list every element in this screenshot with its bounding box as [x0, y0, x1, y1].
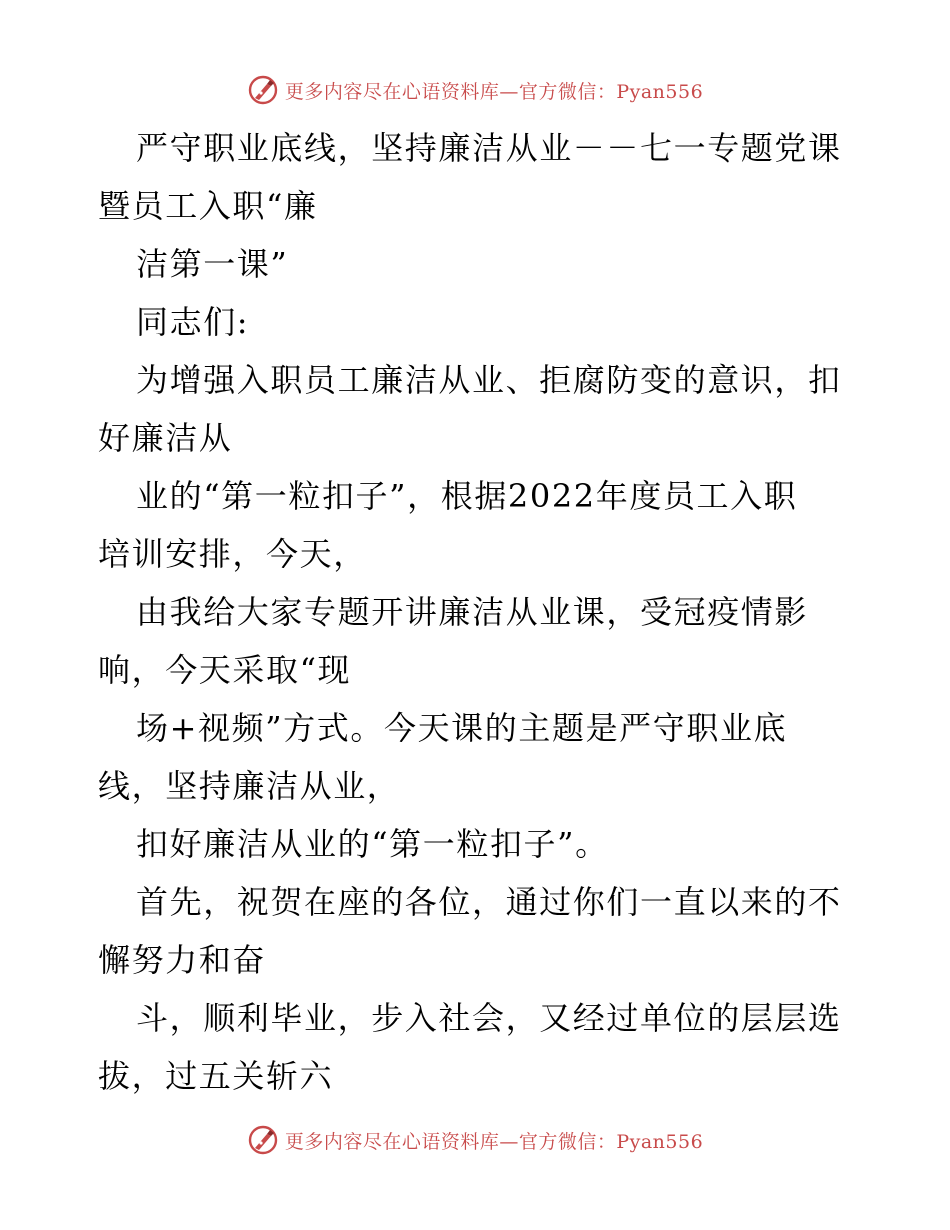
body-line: 斗，顺利毕业，步入社会，又经过单位的层层选	[136, 999, 842, 1037]
body-line: 懈努力和奋	[98, 941, 267, 979]
footer-banner-text: 更多内容尽在心语资料库—官方微信：Pyan556	[284, 1130, 704, 1153]
body-line: 首先，祝贺在座的各位，通过你们一直以来的不	[136, 883, 842, 921]
body-line: 业的“第一粒扣子”，根据2022年度员工入职	[136, 477, 798, 515]
body-line: 由我给大家专题开讲廉洁从业课，受冠疫情影	[136, 593, 809, 631]
pen-nib-logo-icon	[247, 1124, 279, 1156]
body-line: 同志们:	[136, 303, 250, 341]
header-banner-text: 更多内容尽在心语资料库—官方微信：Pyan556	[284, 80, 704, 103]
pen-nib-logo-icon	[247, 74, 279, 106]
header-banner	[0, 70, 950, 110]
body-line: 为增强入职员工廉洁从业、拒腐防变的意识，扣	[136, 361, 842, 399]
body-line: 洁第一课”	[136, 245, 289, 283]
body-line: 拔，过五关斩六	[98, 1057, 334, 1095]
body-line: 严守职业底线，坚持廉洁从业－－七一专题党课	[136, 129, 842, 167]
body-line: 培训安排，今天，	[98, 535, 367, 573]
body-line: 暨员工入职“廉	[98, 187, 318, 225]
footer-banner	[0, 1120, 950, 1160]
body-line: 场+视频”方式。今天课的主题是严守职业底	[136, 709, 788, 747]
body-line: 好廉洁从	[98, 419, 233, 457]
body-line: 线，坚持廉洁从业，	[98, 767, 401, 805]
body-line: 响，今天采取“现	[98, 651, 352, 689]
body-line: 扣好廉洁从业的“第一粒扣子”。	[136, 825, 609, 863]
